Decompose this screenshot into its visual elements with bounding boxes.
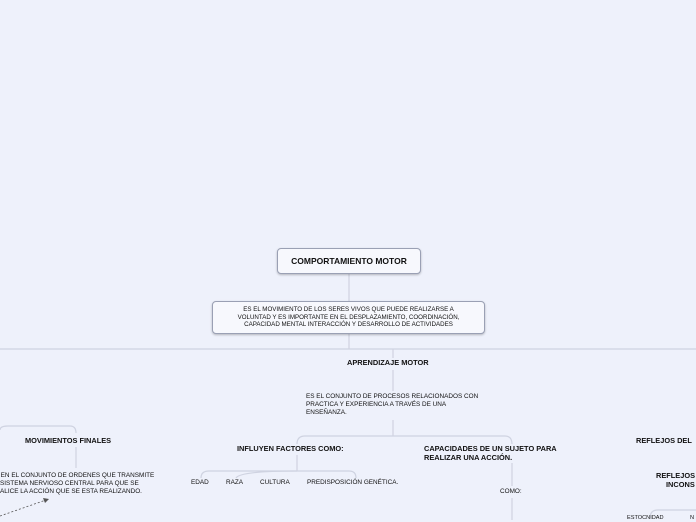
reflejos-node[interactable]: REFLEJOS DEL <box>636 436 692 445</box>
factor-predisposicion-node[interactable]: PREDISPOSICIÓN GENÉTICA. <box>307 479 399 486</box>
reflejos-item-n[interactable]: N <box>690 515 695 521</box>
factores-node[interactable]: INFLUYEN FACTORES COMO: <box>237 444 344 453</box>
movimientos-line-3: ALICE LA ACCIÓN QUE SE ESTA REALIZANDO. <box>0 488 142 495</box>
reflejos-child-line-1: REFLEJOS <box>656 471 696 480</box>
movimientos-line-1: EN EL CONJUNTO DE ORDENES QUE TRANSMITE <box>0 472 155 479</box>
dashed-arrow <box>0 500 46 516</box>
definition-node[interactable] <box>212 301 485 334</box>
capacidades-node[interactable]: CAPACIDADES DE UN SUJETO PARA REALIZAR UNA ACCIÓN. <box>424 444 557 462</box>
factor-cultura-node[interactable]: CULTURA <box>260 479 290 486</box>
movimientos-finales-description-node[interactable] <box>0 472 155 496</box>
reflejos-child-line-2: INCONS <box>666 479 695 489</box>
arrow-head-icon <box>43 498 49 503</box>
factor-raza-node[interactable]: RAZA <box>226 479 244 486</box>
aprendizaje-motor-node[interactable]: APRENDIZAJE MOTOR <box>347 358 429 367</box>
movimientos-finales-node[interactable]: MOVIMIENTOS FINALES <box>25 436 112 445</box>
root-label: COMPORTAMIENTO MOTOR <box>291 256 407 266</box>
reflejos-inconscientes-node[interactable] <box>656 472 696 489</box>
aprendizaje-description-node[interactable]: ES EL CONJUNTO DE PROCESOS RELACIONADOS CON PRACTICA Y EXPERIENCIA A TRAVÉS DE UNA ENSEÑANZA. <box>306 393 479 416</box>
factor-edad-node[interactable]: EDAD <box>191 479 209 486</box>
definition-text: ES EL MOVIMIENTO DE LOS SERES VIVOS QUE PUEDE REALIZARSE A VOLUNTAD Y ES IMPORTANTE EN EL DESPLAZAMIENTO, COORDINACIÓN, CAPACIDAD MENTAL INTERACCIÓN Y DESARROLLO DE ACTIVIDADES <box>237 306 460 329</box>
reflejos-item-estocnidad[interactable]: ESTOCNIDAD <box>627 515 664 521</box>
capacidades-como-node[interactable]: COMO: <box>500 488 522 495</box>
root-node[interactable] <box>277 248 421 274</box>
movimientos-line-2: SISTEMA NERVIOSO CENTRAL PARA QUE SE <box>0 480 139 487</box>
